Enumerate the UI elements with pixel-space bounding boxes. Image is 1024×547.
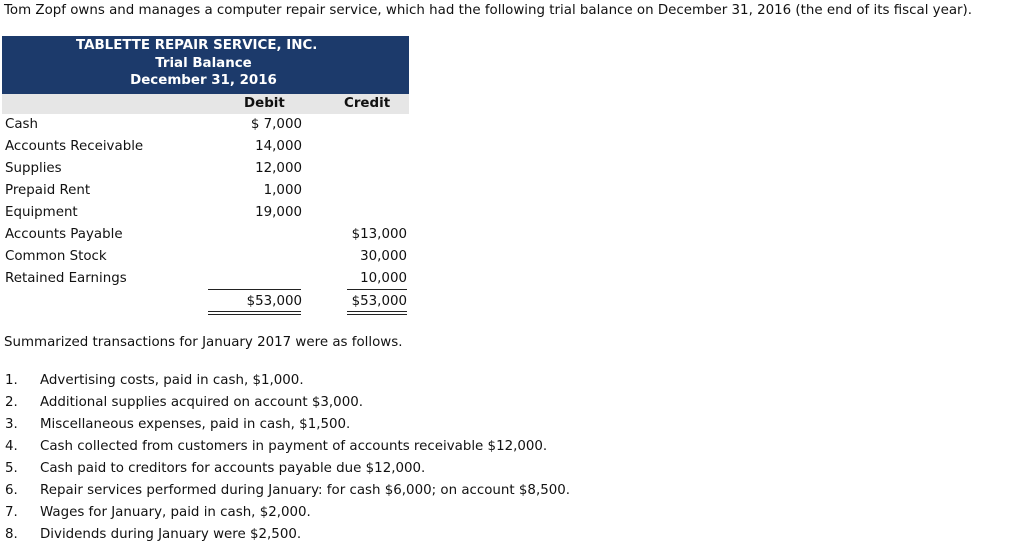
item-number: 5. [5, 461, 18, 476]
item-text: Additional supplies acquired on account $3,000. [40, 395, 363, 410]
company-name: TABLETTE REPAIR SERVICE, INC. [76, 38, 318, 53]
account-name: Retained Earnings [5, 271, 127, 286]
table-row [0, 205, 420, 225]
item-number: 7. [5, 505, 18, 520]
credit-amount: 30,000 [360, 249, 407, 264]
item-number: 8. [5, 527, 18, 542]
account-name: Cash [5, 117, 39, 132]
account-name: Equipment [5, 205, 78, 220]
item-text: Miscellaneous expenses, paid in cash, $1,500. [40, 417, 351, 432]
subtotal-rule-credit [347, 289, 407, 290]
total-credit: $53,000 [351, 294, 407, 309]
item-number: 1. [5, 373, 18, 388]
credit-header: Credit [344, 96, 391, 111]
column-headers [2, 94, 409, 114]
item-number: 6. [5, 483, 18, 498]
item-number: 3. [5, 417, 18, 432]
item-text: Repair services performed during January: for cash $6,000; on account $8,500. [40, 483, 571, 498]
debit-amount: 1,000 [263, 183, 302, 198]
debit-amount: 14,000 [255, 139, 302, 154]
credit-amount: 10,000 [360, 271, 407, 286]
table-row [0, 117, 420, 137]
credit-amount: $13,000 [351, 227, 407, 242]
account-name: Accounts Payable [5, 227, 123, 242]
account-name: Prepaid Rent [5, 183, 91, 198]
double-rule-debit [208, 311, 301, 315]
summary-heading: Summarized transactions for January 2017 were as follows. [4, 335, 403, 350]
item-text: Cash paid to creditors for accounts payable due $12,000. [40, 461, 426, 476]
total-debit: $53,000 [246, 294, 302, 309]
account-name: Supplies [5, 161, 62, 176]
debit-amount: $ 7,000 [250, 117, 302, 132]
trial-balance-header [2, 36, 409, 94]
table-row [0, 249, 420, 269]
intro-text: Tom Zopf owns and manages a computer repair service, which had the following trial balance on December 31, 2016 (the end of its fiscal year). [4, 3, 973, 18]
item-text: Cash collected from customers in payment of accounts receivable $12,000. [40, 439, 548, 454]
table-row [0, 271, 420, 291]
item-text: Advertising costs, paid in cash, $1,000. [40, 373, 304, 388]
item-number: 2. [5, 395, 18, 410]
item-text: Wages for January, paid in cash, $2,000. [40, 505, 311, 520]
item-number: 4. [5, 439, 18, 454]
account-name: Common Stock [5, 249, 107, 264]
table-row [0, 183, 420, 203]
statement-title: Trial Balance [155, 56, 252, 71]
debit-amount: 12,000 [255, 161, 302, 176]
statement-date: December 31, 2016 [130, 73, 277, 88]
table-row [0, 227, 420, 247]
double-rule-credit [347, 311, 407, 315]
account-name: Accounts Receivable [5, 139, 144, 154]
subtotal-rule-debit [208, 289, 301, 290]
table-row [0, 139, 420, 159]
item-text: Dividends during January were $2,500. [40, 527, 302, 542]
debit-amount: 19,000 [255, 205, 302, 220]
debit-header: Debit [244, 96, 285, 111]
table-row [0, 161, 420, 181]
